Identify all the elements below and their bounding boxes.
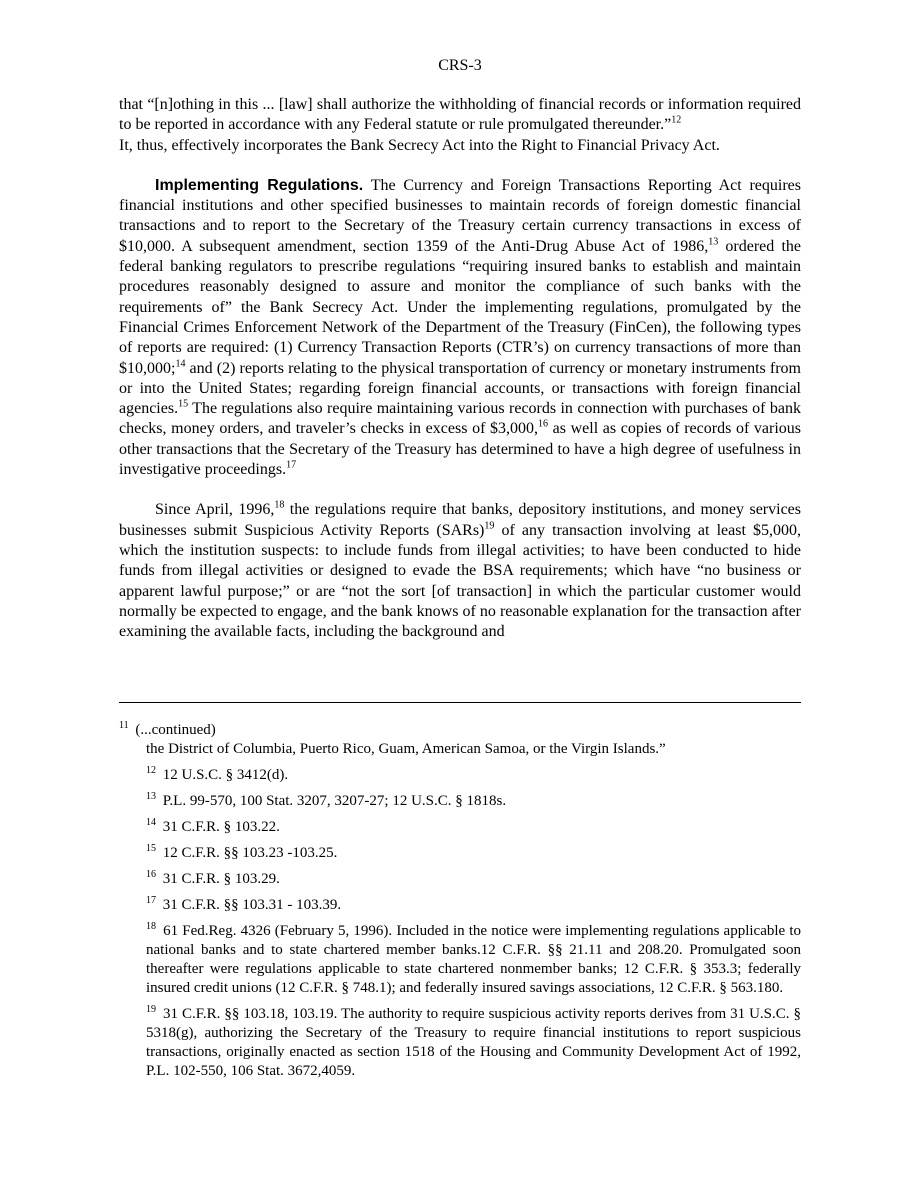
footnote-text: 31 C.F.R. § 103.29. <box>162 871 280 887</box>
footnote-item <box>119 870 801 889</box>
footnote-item <box>119 792 801 811</box>
footnote-ref-17: 17 <box>286 459 297 471</box>
paragraph-2-text-e: as well as copies of records of various other transactions that the Secretary of the Treasury has determined to have a high degree of usefulness in investigative proceedings. <box>119 420 802 479</box>
footnote-ref-15: 15 <box>178 398 189 410</box>
footnote-ref-19: 19 <box>484 520 495 532</box>
footnote-ref-12: 12 <box>671 114 682 126</box>
paragraph-2-text-d: The regulations also require maintaining various records in connection with purchases of bank checks, money orders, and traveler’s checks in excess of $3,000, <box>119 400 801 438</box>
footnote-11-text: the District of Columbia, Puerto Rico, Guam, American Samoa, or the Virgin Islands.” <box>146 741 666 757</box>
footnote-number: 19 <box>146 1004 156 1015</box>
paragraph-2 <box>119 176 801 480</box>
paragraph-2-text-c: and (2) reports relating to the physical transportation of currency or monetary instruments from or into the United States; regarding foreign financial accounts, or transactions with foreign financial agencies. <box>119 359 801 418</box>
paragraph-1 <box>119 95 801 156</box>
footnote-text: 31 C.F.R. § 103.22. <box>162 819 280 835</box>
paragraph-2-text-a: The Currency and Foreign Transactions Reporting Act requires financial institutions and other specified businesses to maintain records of foreign domestic financial transactions and to report to the Secretary of the Treasury certain currency transactions in excess of $10,000. A subsequent amendment, section 1359 of the Anti-Drug Abuse Act of 1986, <box>119 176 801 255</box>
footnote-item <box>119 844 801 863</box>
main-text <box>119 95 801 642</box>
paragraph-3 <box>119 500 801 642</box>
paragraph-3-text-b: the regulations require that banks, depository institutions, and money services businesses submit Suspicious Activity Reports (SARs) <box>119 501 801 539</box>
footnote-number: 11 <box>119 720 129 731</box>
footnote-divider <box>119 702 801 703</box>
footnotes <box>119 721 801 1088</box>
footnote-item <box>119 896 801 915</box>
footnote-number: 15 <box>146 843 156 854</box>
footnote-text: 12 C.F.R. §§ 103.23 -103.25. <box>162 845 338 861</box>
footnote-number: 17 <box>146 895 156 906</box>
footnote-item <box>119 922 801 998</box>
footnote-ref-16: 16 <box>538 419 549 431</box>
footnote-text: 31 C.F.R. §§ 103.18, 103.19. The authority to require suspicious activity reports derives from 31 U.S.C. § 5318(g), authorizing the Secretary of the Treasury to require financial institutions to report suspicious transactions, originally enacted as section 1518 of the Housing and Community Development Act of 1992, P.L. 102-550, 106 Stat. 3672,4059. <box>146 1006 801 1079</box>
footnote-number: 13 <box>146 791 156 802</box>
section-heading: Implementing Regulations. <box>155 176 364 194</box>
footnote-text: P.L. 99-570, 100 Stat. 3207, 3207-27; 12 U.S.C. § 1818s. <box>162 793 507 809</box>
paragraph-1-continued: It, thus, effectively incorporates the Bank Secrecy Act into the Right to Financial Privacy Act. <box>119 136 720 154</box>
footnote-ref-18: 18 <box>274 500 285 512</box>
footnote-text: 12 U.S.C. § 3412(d). <box>162 767 289 783</box>
page-number: CRS-3 <box>438 57 482 74</box>
paragraph-3-text-c: of any transaction involving at least $5,000, which the institution suspects: to include funds from illegal activities; to have been conducted to hide funds from illegal activities or designed to evade the BSA requirements; which have “no business or apparent lawful purpose;” or are “not the sort [of transaction] in which the particular customer would normally be expected to engage, and the bank knows of no reasonable explanation for the transaction after examining the available facts, including the background and <box>119 521 802 641</box>
footnote-number: 18 <box>146 921 156 932</box>
paragraph-1-text: that “[n]othing in this ... [law] shall authorize the withholding of financial records or information required to be reported in accordance with any Federal statute or rule promulgated thereunder.” <box>119 96 801 134</box>
footnote-item <box>119 766 801 785</box>
footnote-continued-label: (...continued) <box>131 722 216 738</box>
footnote-11 <box>119 721 801 740</box>
footnote-number: 12 <box>146 765 156 776</box>
footnote-item <box>119 818 801 837</box>
footnote-item <box>119 1005 801 1081</box>
paragraph-2-text-b: ordered the federal banking regulators to prescribe regulations “requiring insured banks to establish and maintain procedures reasonably designed to assure and monitor the compliance of such banks with the requirements of” the Bank Secrecy Act. Under the implementing regulations, promulgated by the Financial Crimes Enforcement Network of the Department of the Treasury (FinCen), the following types of reports are required: (1) Currency Transaction Reports (CTR’s) on currency transactions of more than $10,000; <box>119 237 802 377</box>
footnote-ref-13: 13 <box>708 236 719 248</box>
footnote-number: 14 <box>146 817 156 828</box>
footnote-text: 31 C.F.R. §§ 103.31 - 103.39. <box>162 897 342 913</box>
footnote-ref-14: 14 <box>175 358 186 370</box>
footnote-text: 61 Fed.Reg. 4326 (February 5, 1996). Included in the notice were implementing regulations applicable to national banks and to state chartered member banks.12 C.F.R. §§ 21.11 and 208.20. Promulgated soon thereafter were regulations applicable to state chartered nonmember banks; 12 C.F.R. § 353.3; federally insured credit unions (12 C.F.R. § 748.1); and federally insured savings associations, 12 C.F.R. § 563.180. <box>146 923 802 996</box>
paragraph-3-text-a: Since April, 1996, <box>155 501 275 519</box>
footnote-number: 16 <box>146 869 156 880</box>
